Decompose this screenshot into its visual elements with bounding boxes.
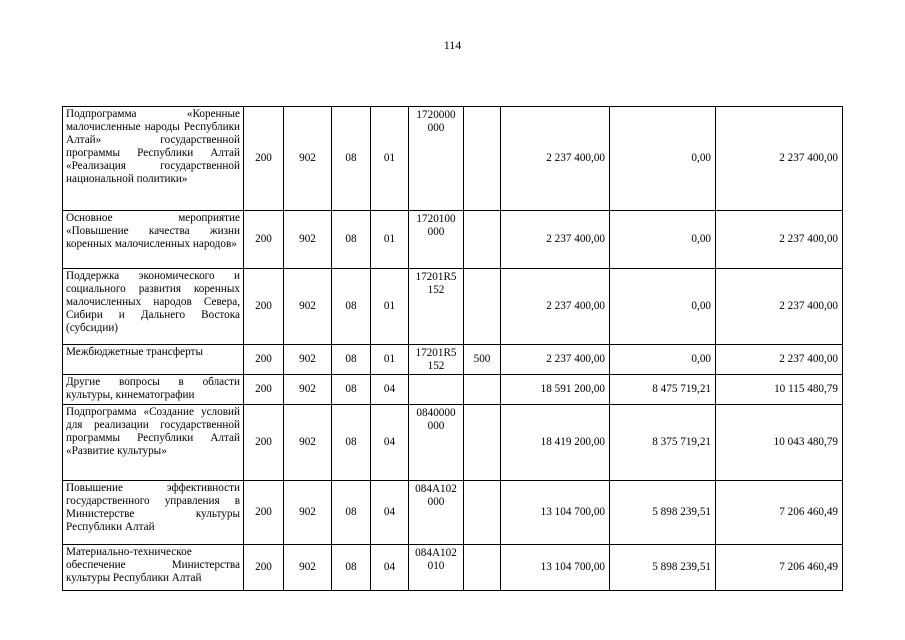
- table-row: [63, 269, 843, 345]
- row-csr: [409, 375, 464, 405]
- row-name: Межбюджетные трансферты: [63, 345, 244, 375]
- table-row: [63, 545, 843, 591]
- row-sum2: 8 375 719,21: [610, 405, 716, 481]
- row-rz: 902: [284, 107, 332, 211]
- row-ved: 200: [244, 211, 284, 269]
- row-pr: 08: [332, 107, 371, 211]
- row-name: Основное мероприятие «Повышение качества жизни коренных малочисленных народов»: [63, 211, 244, 269]
- row-x: 01: [371, 345, 409, 375]
- row-ved: 200: [244, 481, 284, 545]
- budget-table: [62, 106, 843, 591]
- row-rz: 902: [284, 269, 332, 345]
- row-ved: 200: [244, 345, 284, 375]
- row-sum2: 5 898 239,51: [610, 481, 716, 545]
- row-rz: 902: [284, 481, 332, 545]
- row-vr: [464, 375, 501, 405]
- page-number: 114: [443, 38, 462, 52]
- row-ved: 200: [244, 107, 284, 211]
- row-csr: 17201R5 152: [409, 345, 464, 375]
- row-x: 04: [371, 375, 409, 405]
- row-name: Подпрограмма «Коренные малочисленные народы Республики Алтай» государственной программы Республики Алтай «Реализация государственной национальной политики»: [63, 107, 244, 211]
- row-x: 01: [371, 269, 409, 345]
- row-sum3: 2 237 400,00: [716, 345, 843, 375]
- row-ved: 200: [244, 269, 284, 345]
- row-x: 01: [371, 211, 409, 269]
- row-name: Материально-техническое обеспечение Министерства культуры Республики Алтай: [63, 545, 244, 591]
- row-csr: 084А102 010: [409, 545, 464, 591]
- row-rz: 902: [284, 375, 332, 405]
- row-vr: [464, 211, 501, 269]
- row-pr: 08: [332, 405, 371, 481]
- row-name: Поддержка экономического и социального развития коренных малочисленных народов Севера, Сибири и Дальнего Востока (субсидии): [63, 269, 244, 345]
- row-sum1: 18 591 200,00: [501, 375, 610, 405]
- row-sum2: 0,00: [610, 345, 716, 375]
- table-row: [63, 345, 843, 375]
- row-csr: 1720100 000: [409, 211, 464, 269]
- row-sum1: 2 237 400,00: [501, 211, 610, 269]
- row-pr: 08: [332, 345, 371, 375]
- table-row: [63, 211, 843, 269]
- row-vr: [464, 107, 501, 211]
- row-sum2: 8 475 719,21: [610, 375, 716, 405]
- row-pr: 08: [332, 545, 371, 591]
- row-sum1: 13 104 700,00: [501, 545, 610, 591]
- row-ved: 200: [244, 545, 284, 591]
- row-rz: 902: [284, 211, 332, 269]
- row-ved: 200: [244, 405, 284, 481]
- row-sum3: 2 237 400,00: [716, 269, 843, 345]
- row-sum3: 10 115 480,79: [716, 375, 843, 405]
- row-sum1: 2 237 400,00: [501, 269, 610, 345]
- row-pr: 08: [332, 211, 371, 269]
- row-sum2: 0,00: [610, 269, 716, 345]
- row-csr: 17201R5 152: [409, 269, 464, 345]
- table-row: [63, 481, 843, 545]
- row-vr: [464, 545, 501, 591]
- row-vr: [464, 481, 501, 545]
- row-sum2: 0,00: [610, 107, 716, 211]
- row-sum2: 5 898 239,51: [610, 545, 716, 591]
- row-csr: 1720000 000: [409, 107, 464, 211]
- table-row: [63, 405, 843, 481]
- row-x: 04: [371, 481, 409, 545]
- row-pr: 08: [332, 269, 371, 345]
- row-sum3: 7 206 460,49: [716, 545, 843, 591]
- row-rz: 902: [284, 345, 332, 375]
- row-x: 01: [371, 107, 409, 211]
- row-sum1: 18 419 200,00: [501, 405, 610, 481]
- row-rz: 902: [284, 405, 332, 481]
- row-vr: [464, 405, 501, 481]
- row-sum3: 2 237 400,00: [716, 107, 843, 211]
- row-pr: 08: [332, 375, 371, 405]
- row-sum1: 2 237 400,00: [501, 107, 610, 211]
- row-sum1: 2 237 400,00: [501, 345, 610, 375]
- row-csr: 084А102 000: [409, 481, 464, 545]
- row-name: Повышение эффективности государственного управления в Министерстве культуры Республики Алтай: [63, 481, 244, 545]
- row-vr: [464, 269, 501, 345]
- row-name: Подпрограмма «Создание условий для реализации государственной программы Республики Алтай «Развитие культуры»: [63, 405, 244, 481]
- row-sum3: 2 237 400,00: [716, 211, 843, 269]
- row-name: Другие вопросы в области культуры, кинематографии: [63, 375, 244, 405]
- row-sum2: 0,00: [610, 211, 716, 269]
- row-csr: 0840000 000: [409, 405, 464, 481]
- row-x: 04: [371, 545, 409, 591]
- row-pr: 08: [332, 481, 371, 545]
- row-sum3: 7 206 460,49: [716, 481, 843, 545]
- row-sum1: 13 104 700,00: [501, 481, 610, 545]
- table-row: [63, 107, 843, 211]
- row-sum3: 10 043 480,79: [716, 405, 843, 481]
- row-ved: 200: [244, 375, 284, 405]
- row-x: 04: [371, 405, 409, 481]
- row-rz: 902: [284, 545, 332, 591]
- table-row: [63, 375, 843, 405]
- row-vr: 500: [464, 345, 501, 375]
